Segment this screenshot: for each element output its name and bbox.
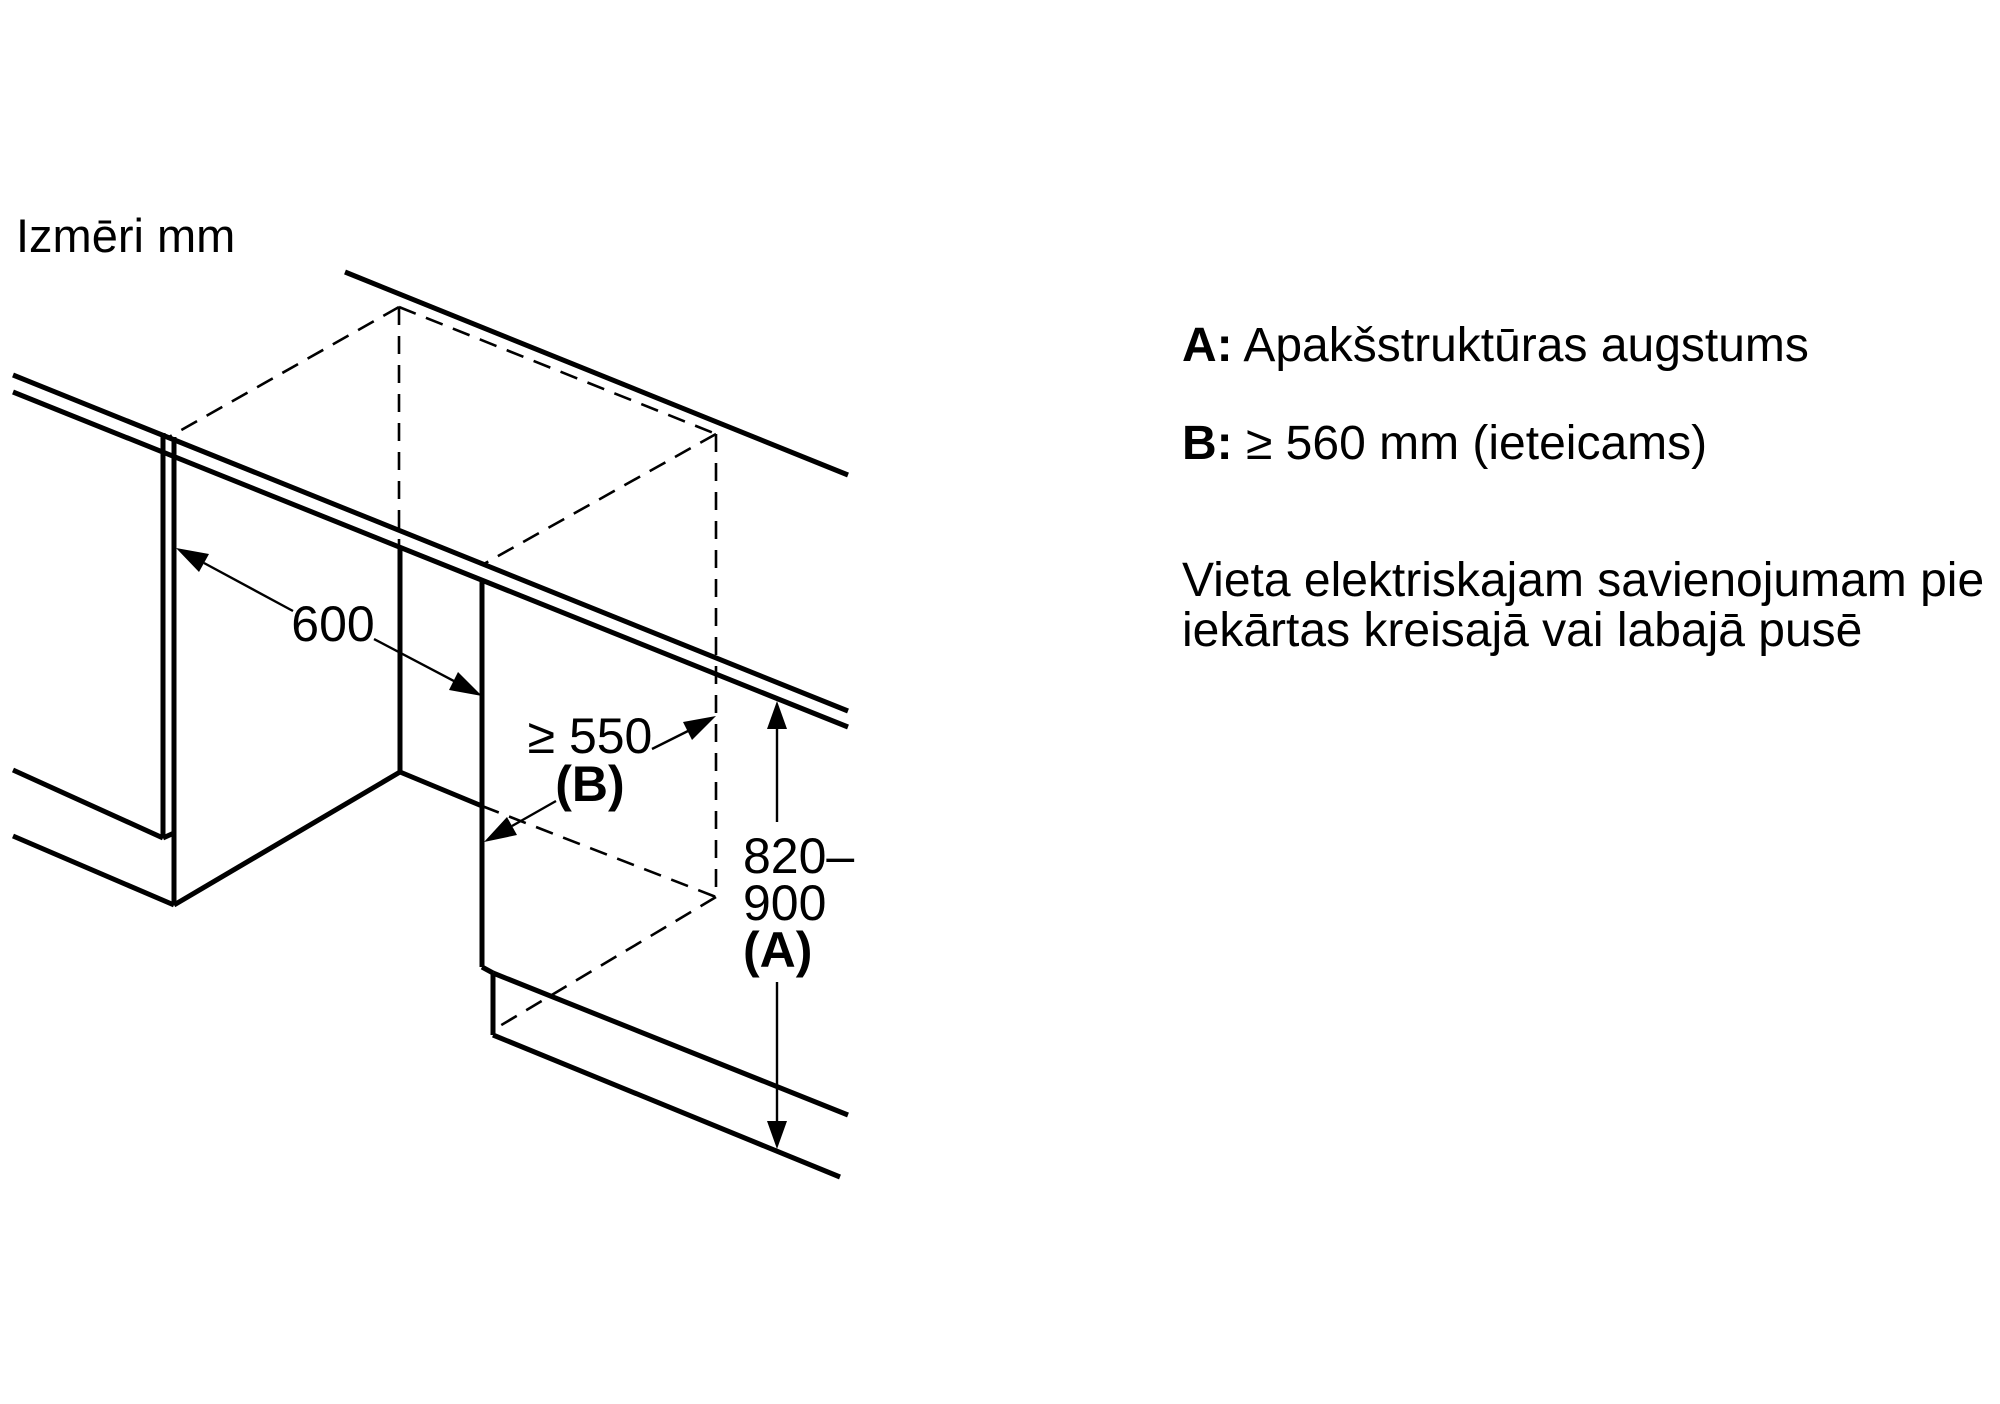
niche-top-left-depth-edge: [169, 307, 399, 437]
legend-note: Vieta elektriskajam savienojumam pie iekārtas kreisajā vai labajā pusē: [1182, 554, 1985, 657]
niche-dashed-group: [169, 307, 716, 1030]
dim-height-arrowhead-lower: [767, 1121, 787, 1149]
dim-height-line1: 820–: [743, 828, 855, 884]
niche-back-bottom-edge: [400, 772, 482, 806]
legend-b-text: ≥ 560 mm (ieteicams): [1246, 417, 1708, 470]
countertop-front-edge: [13, 392, 848, 727]
dim-width-label: 600: [291, 596, 375, 652]
cabinet-outline-group: [13, 272, 848, 1177]
dim-depth-label: ≥ 550: [527, 708, 653, 764]
niche-bottom-right-depth-hidden-edge: [493, 897, 716, 1030]
niche-left-bottom-edge: [174, 772, 400, 905]
left-floor-edge: [13, 836, 174, 905]
dim-width-arrowhead-right: [449, 672, 482, 696]
legend-b-key: B:: [1182, 417, 1233, 470]
legend-item-b: [1182, 417, 1708, 470]
legend-item-a: [1182, 319, 1809, 372]
niche-top-right-depth-edge: [482, 434, 716, 565]
dim-height-label-block: [743, 828, 855, 978]
left-plinth-edge: [13, 770, 163, 838]
right-plinth-step-top: [482, 967, 493, 973]
page-title: Izmēri mm: [16, 209, 236, 262]
dim-height-arrowhead-upper: [767, 701, 787, 729]
dim-height-line2: 900: [743, 875, 827, 931]
right-plinth-edge: [493, 973, 848, 1115]
dim-depth-arrowhead-lower: [484, 817, 517, 842]
right-floor-edge: [493, 1035, 840, 1177]
legend-a-text: Apakšstruktūras augstums: [1243, 319, 1809, 372]
wall-edge-line: [345, 272, 848, 475]
niche-top-back-edge: [399, 307, 716, 434]
legend-a-key: A:: [1182, 319, 1233, 372]
dim-height-ref-label: (A): [743, 922, 813, 978]
dim-depth-arrowhead-upper: [683, 716, 716, 740]
niche-bottom-back-hidden-edge: [482, 806, 716, 897]
dim-width-arrowhead-left: [176, 548, 209, 572]
dim-depth-ref-label: (B): [555, 756, 625, 812]
